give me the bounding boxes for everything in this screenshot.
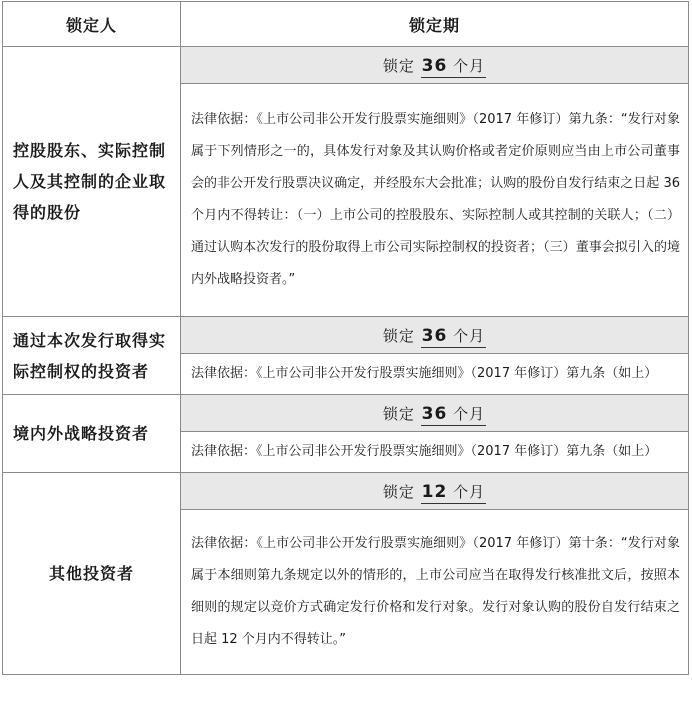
- period-cell: [181, 395, 689, 432]
- header-period: 锁定期: [181, 2, 689, 47]
- legal-basis-cell: 法律依据：《上市公司非公开发行股票实施细则》（2017 年修订）第九条（如上）: [181, 354, 689, 395]
- holder-cell: 其他投资者: [3, 473, 181, 675]
- legal-basis-cell: 法律依据：《上市公司非公开发行股票实施细则》（2017 年修订）第九条：“发行对象属于下列情形之一的，具体发行对象及其认购价格或者定价原则应当由上市公司董事会的非公开发行股票决议确定，并经股东大会批准；认购的股份自发行结束之日起 36 个月内不得转让：（一）上市公司的控股股东、实际控制人或其控制的关联人；（二）通过认购本次发行的股份取得上市公司实际控制权的投资者；（三）董事会拟引入的境内外战略投资者。”: [181, 84, 689, 317]
- period-unit: 个月: [453, 56, 486, 75]
- period-unit: 个月: [453, 326, 486, 345]
- period-prefix: 锁定: [382, 482, 415, 501]
- table-row: [3, 47, 689, 84]
- table-row: [3, 395, 689, 432]
- period-cell: [181, 47, 689, 84]
- table-row: [3, 473, 689, 510]
- lockup-table: [2, 1, 689, 675]
- period-value: [421, 327, 486, 348]
- period-cell: [181, 473, 689, 510]
- period-number: 36: [421, 403, 448, 424]
- period-prefix: 锁定: [382, 326, 415, 345]
- holder-cell: 境内外战略投资者: [3, 395, 181, 473]
- period-number: 36: [421, 325, 448, 346]
- header-row: [3, 2, 689, 47]
- legal-basis-cell: 法律依据：《上市公司非公开发行股票实施细则》（2017 年修订）第九条（如上）: [181, 432, 689, 473]
- legal-basis-cell: 法律依据：《上市公司非公开发行股票实施细则》（2017 年修订）第十条：“发行对象属于本细则第九条规定以外的情形的，上市公司应当在取得发行核准批文后，按照本细则的规定以竞价方式确定发行价格和发行对象。发行对象认购的股份自发行结束之日起 12 个月内不得转让。”: [181, 510, 689, 675]
- period-value: [421, 405, 486, 426]
- period-unit: 个月: [453, 404, 486, 423]
- period-value: [421, 483, 486, 504]
- holder-cell: 控股股东、实际控制人及其控制的企业取得的股份: [3, 47, 181, 317]
- holder-cell: 通过本次发行取得实际控制权的投资者: [3, 317, 181, 395]
- period-value: [421, 57, 486, 78]
- period-cell: [181, 317, 689, 354]
- period-number: 36: [421, 55, 448, 76]
- table-row: [3, 317, 689, 354]
- period-unit: 个月: [453, 482, 486, 501]
- period-number: 12: [421, 481, 448, 502]
- period-prefix: 锁定: [382, 56, 415, 75]
- header-holder: 锁定人: [3, 2, 181, 47]
- period-prefix: 锁定: [382, 404, 415, 423]
